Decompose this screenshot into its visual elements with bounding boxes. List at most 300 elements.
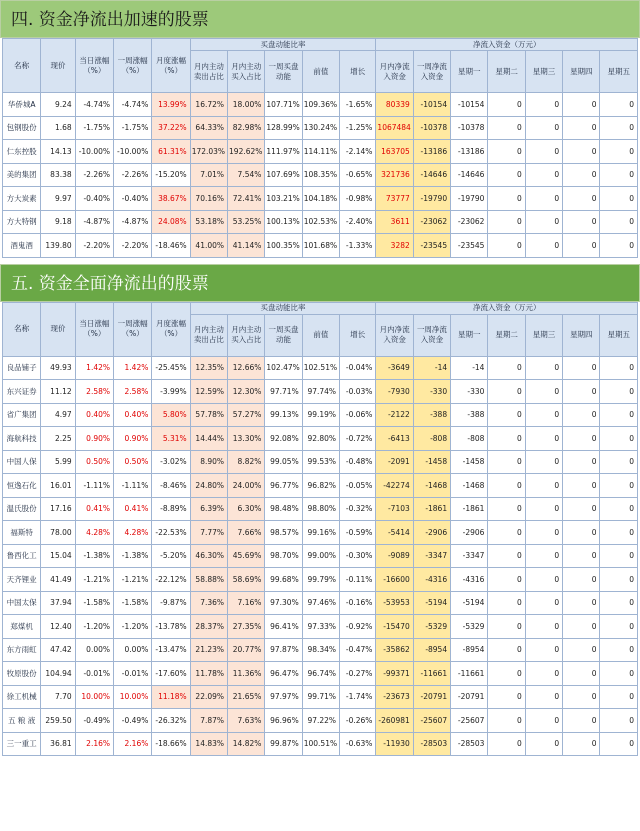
- table-cell: -330: [451, 380, 488, 404]
- table-cell: 192.62%: [228, 140, 265, 164]
- table-cell: 0: [525, 380, 562, 404]
- table-cell: 72.41%: [228, 187, 265, 211]
- table-cell: 0: [488, 615, 525, 639]
- table-cell: 9.24: [41, 93, 75, 117]
- hdr-flow: 月内净流入资金: [376, 314, 413, 356]
- table-row: [3, 403, 638, 427]
- table-cell: -5194: [413, 591, 450, 615]
- table-cell: -8.46%: [152, 474, 190, 498]
- table-cell: 99.16%: [302, 521, 339, 545]
- table-cell: 0: [488, 544, 525, 568]
- table-cell: 温氏股份: [3, 497, 41, 521]
- table-cell: 0: [563, 93, 600, 117]
- table-cell: -13186: [413, 140, 450, 164]
- table-cell: -19790: [413, 187, 450, 211]
- table-cell: -26.32%: [152, 709, 190, 733]
- table-cell: 0: [488, 187, 525, 211]
- table-cell: 0: [525, 140, 562, 164]
- table-cell: 1.68: [41, 116, 75, 140]
- table-cell: 98.70%: [265, 544, 302, 568]
- table-cell: 14.13: [41, 140, 75, 164]
- table-cell: -15470: [376, 615, 413, 639]
- hdr-sub: 月内主动卖出占比: [190, 51, 227, 93]
- table-cell: 0: [563, 427, 600, 451]
- table-cell: 0: [563, 568, 600, 592]
- table-cell: 99.13%: [265, 403, 302, 427]
- hdr-flow: 星期一: [451, 51, 488, 93]
- table-cell: 100.13%: [265, 210, 302, 234]
- table-cell: 0: [600, 450, 638, 474]
- table-row: [3, 685, 638, 709]
- table-cell: 12.40: [41, 615, 75, 639]
- table-cell: 99.87%: [265, 732, 302, 756]
- table-cell: -11930: [376, 732, 413, 756]
- table-cell: 73777: [376, 187, 413, 211]
- hdr-group-flow: 净流入资金（万元）: [376, 302, 638, 314]
- table-cell: -53953: [376, 591, 413, 615]
- table-cell: 107.71%: [265, 93, 302, 117]
- table-cell: -14: [451, 356, 488, 380]
- table-cell: -0.26%: [340, 709, 376, 733]
- table-cell: 37.94: [41, 591, 75, 615]
- hdr-sub: 月内主动买入占比: [228, 314, 265, 356]
- table-cell: 0: [525, 521, 562, 545]
- table-cell: 8.90%: [190, 450, 227, 474]
- table-row: [3, 210, 638, 234]
- table-cell: 100.35%: [265, 234, 302, 258]
- hdr-sub: 前值: [302, 314, 339, 356]
- table-cell: 7.66%: [228, 521, 265, 545]
- table-cell: -2.20%: [75, 234, 113, 258]
- table-cell: 13.30%: [228, 427, 265, 451]
- table-cell: 三一重工: [3, 732, 41, 756]
- table-cell: 0: [488, 427, 525, 451]
- table-cell: 0.40%: [114, 403, 152, 427]
- table-cell: -7930: [376, 380, 413, 404]
- table-cell: 0: [488, 591, 525, 615]
- table-cell: 101.68%: [302, 234, 339, 258]
- table-row: [3, 732, 638, 756]
- table-cell: -1.58%: [114, 591, 152, 615]
- table-cell: 99.53%: [302, 450, 339, 474]
- table-cell: -4316: [413, 568, 450, 592]
- table-cell: 0: [488, 638, 525, 662]
- table-cell: -0.63%: [340, 732, 376, 756]
- table-cell: 省广集团: [3, 403, 41, 427]
- table-cell: 0: [525, 403, 562, 427]
- table-cell: -5.20%: [152, 544, 190, 568]
- table-row: [3, 140, 638, 164]
- table-cell: 0.90%: [75, 427, 113, 451]
- table-cell: 0: [525, 356, 562, 380]
- table-cell: -8954: [451, 638, 488, 662]
- hdr-price: 现价: [41, 302, 75, 356]
- table-cell: 0: [563, 474, 600, 498]
- table-cell: -1.21%: [75, 568, 113, 592]
- table-cell: 20.77%: [228, 638, 265, 662]
- table-cell: -28503: [413, 732, 450, 756]
- table-cell: 92.08%: [265, 427, 302, 451]
- table-cell: 47.42: [41, 638, 75, 662]
- table-cell: 37.22%: [152, 116, 190, 140]
- table-cell: -4.74%: [114, 93, 152, 117]
- table-cell: 0: [525, 638, 562, 662]
- table-cell: 0: [488, 662, 525, 686]
- table-cell: 28.37%: [190, 615, 227, 639]
- table-cell: 0: [600, 662, 638, 686]
- table-row: [3, 662, 638, 686]
- table-cell: 13.99%: [152, 93, 190, 117]
- table-cell: 华侨城A: [3, 93, 41, 117]
- table-cell: -10154: [413, 93, 450, 117]
- table-cell: 10.00%: [114, 685, 152, 709]
- table-cell: -13.47%: [152, 638, 190, 662]
- table-cell: -19790: [451, 187, 488, 211]
- table-cell: 0: [525, 615, 562, 639]
- table-cell: 82.98%: [228, 116, 265, 140]
- table-cell: -0.49%: [75, 709, 113, 733]
- table-cell: 128.99%: [265, 116, 302, 140]
- table-cell: -4.74%: [75, 93, 113, 117]
- table-cell: -260981: [376, 709, 413, 733]
- table-cell: 139.80: [41, 234, 75, 258]
- table-cell: 57.78%: [190, 403, 227, 427]
- table-cell: 包钢股份: [3, 116, 41, 140]
- table-cell: -5414: [376, 521, 413, 545]
- table-cell: -0.30%: [340, 544, 376, 568]
- table-cell: -0.48%: [340, 450, 376, 474]
- table-cell: -5329: [451, 615, 488, 639]
- table-cell: -0.47%: [340, 638, 376, 662]
- table-cell: 41.49: [41, 568, 75, 592]
- table-cell: 7.70: [41, 685, 75, 709]
- table-cell: -23062: [413, 210, 450, 234]
- table2: [2, 302, 638, 757]
- table-cell: 0: [563, 544, 600, 568]
- table-cell: 99.71%: [302, 685, 339, 709]
- table-cell: 0: [600, 403, 638, 427]
- table-cell: -1.11%: [114, 474, 152, 498]
- table-cell: 0: [525, 474, 562, 498]
- table-cell: 0: [563, 591, 600, 615]
- table-cell: -3.99%: [152, 380, 190, 404]
- table-cell: -3.02%: [152, 450, 190, 474]
- table-cell: 徐工机械: [3, 685, 41, 709]
- table-cell: -22.53%: [152, 521, 190, 545]
- table-cell: 7.63%: [228, 709, 265, 733]
- table-cell: 49.93: [41, 356, 75, 380]
- table-cell: 64.33%: [190, 116, 227, 140]
- table-cell: 0: [600, 591, 638, 615]
- table-row: [3, 427, 638, 451]
- table-cell: 53.18%: [190, 210, 227, 234]
- table-cell: 2.25: [41, 427, 75, 451]
- hdr-group-flow: 净流入资金（万元）: [376, 39, 638, 51]
- table-cell: -0.98%: [340, 187, 376, 211]
- table-cell: 53.25%: [228, 210, 265, 234]
- table-cell: 0: [600, 210, 638, 234]
- table-cell: -1458: [413, 450, 450, 474]
- table-cell: -99371: [376, 662, 413, 686]
- table-cell: 36.81: [41, 732, 75, 756]
- table-cell: -10.00%: [75, 140, 113, 164]
- table-cell: 海航科技: [3, 427, 41, 451]
- table-cell: 2.58%: [75, 380, 113, 404]
- table-cell: 1.42%: [114, 356, 152, 380]
- table-cell: 14.83%: [190, 732, 227, 756]
- table-cell: 15.04: [41, 544, 75, 568]
- table-cell: 14.82%: [228, 732, 265, 756]
- table-cell: 0: [488, 403, 525, 427]
- table-cell: -4316: [451, 568, 488, 592]
- table-cell: -1.65%: [340, 93, 376, 117]
- table-cell: 7.54%: [228, 163, 265, 187]
- table-cell: 3282: [376, 234, 413, 258]
- table-cell: -0.27%: [340, 662, 376, 686]
- table-cell: 方大特钢: [3, 210, 41, 234]
- table-cell: -25.45%: [152, 356, 190, 380]
- table-cell: 7.16%: [228, 591, 265, 615]
- table-row: [3, 615, 638, 639]
- table-cell: 5.31%: [152, 427, 190, 451]
- table-cell: 96.41%: [265, 615, 302, 639]
- table-cell: -808: [413, 427, 450, 451]
- hdr-flow: 月内净流入资金: [376, 51, 413, 93]
- table-cell: 0: [600, 474, 638, 498]
- table-cell: 酒鬼酒: [3, 234, 41, 258]
- table2-header: [3, 302, 638, 356]
- table-cell: 92.80%: [302, 427, 339, 451]
- table-cell: 牧原股份: [3, 662, 41, 686]
- table-cell: 8.82%: [228, 450, 265, 474]
- table-row: [3, 234, 638, 258]
- table-cell: -6413: [376, 427, 413, 451]
- table-cell: 100.51%: [302, 732, 339, 756]
- table-cell: 11.12: [41, 380, 75, 404]
- table-cell: -8954: [413, 638, 450, 662]
- table-cell: 97.74%: [302, 380, 339, 404]
- table-cell: -1.33%: [340, 234, 376, 258]
- table-cell: 97.22%: [302, 709, 339, 733]
- table-cell: -0.32%: [340, 497, 376, 521]
- table-cell: 0: [488, 732, 525, 756]
- table-cell: 0: [525, 234, 562, 258]
- table-cell: -23545: [413, 234, 450, 258]
- table-cell: -1.38%: [75, 544, 113, 568]
- table-cell: 130.24%: [302, 116, 339, 140]
- table-cell: 0: [600, 615, 638, 639]
- table1-body: [3, 93, 638, 258]
- table-cell: -0.11%: [340, 568, 376, 592]
- hdr-sub: 增长: [340, 314, 376, 356]
- table-cell: 2.58%: [114, 380, 152, 404]
- hdr-flow: 一周净流入资金: [413, 51, 450, 93]
- table-cell: 3611: [376, 210, 413, 234]
- table-cell: 102.47%: [265, 356, 302, 380]
- table-cell: 0: [488, 685, 525, 709]
- table-cell: 0.00%: [75, 638, 113, 662]
- table-cell: 0: [563, 497, 600, 521]
- table-cell: 0: [488, 450, 525, 474]
- table-cell: 0: [563, 685, 600, 709]
- hdr-name: 名称: [3, 39, 41, 93]
- table-row: [3, 568, 638, 592]
- table-cell: -20791: [413, 685, 450, 709]
- table-cell: 103.21%: [265, 187, 302, 211]
- table-cell: 99.05%: [265, 450, 302, 474]
- table-cell: 0.50%: [114, 450, 152, 474]
- table-cell: -15.20%: [152, 163, 190, 187]
- table-cell: 0: [525, 163, 562, 187]
- table-cell: 4.28%: [114, 521, 152, 545]
- hdr-month-chg: 月度涨幅（%）: [152, 302, 190, 356]
- hdr-group-buy: 买盘动能比率: [190, 302, 376, 314]
- table-cell: -388: [451, 403, 488, 427]
- table-cell: 天齐锂业: [3, 568, 41, 592]
- table-cell: 97.46%: [302, 591, 339, 615]
- table-cell: 70.16%: [190, 187, 227, 211]
- table-cell: 0: [488, 521, 525, 545]
- table-cell: 104.18%: [302, 187, 339, 211]
- table-cell: 163705: [376, 140, 413, 164]
- table-cell: 0: [525, 427, 562, 451]
- table-cell: 58.69%: [228, 568, 265, 592]
- table-cell: 107.69%: [265, 163, 302, 187]
- table-cell: 172.03%: [190, 140, 227, 164]
- table-cell: -1458: [451, 450, 488, 474]
- table-cell: -0.65%: [340, 163, 376, 187]
- table-cell: 0: [525, 732, 562, 756]
- table-cell: 0: [525, 709, 562, 733]
- table-cell: -23545: [451, 234, 488, 258]
- table-cell: 0: [600, 163, 638, 187]
- table-cell: 0: [488, 497, 525, 521]
- table-cell: 99.68%: [265, 568, 302, 592]
- table-cell: -5329: [413, 615, 450, 639]
- table-cell: 111.97%: [265, 140, 302, 164]
- table-cell: 11.78%: [190, 662, 227, 686]
- table-row: [3, 709, 638, 733]
- table-cell: -35862: [376, 638, 413, 662]
- table-cell: 东方雨虹: [3, 638, 41, 662]
- table-cell: 98.57%: [265, 521, 302, 545]
- table-cell: 0: [563, 187, 600, 211]
- table-cell: -2906: [413, 521, 450, 545]
- table-cell: 7.87%: [190, 709, 227, 733]
- table-cell: -0.92%: [340, 615, 376, 639]
- table-cell: -1861: [413, 497, 450, 521]
- table-cell: 0: [488, 210, 525, 234]
- table-cell: 0.41%: [114, 497, 152, 521]
- hdr-day-chg: 当日涨幅（%）: [75, 39, 113, 93]
- table-cell: 0: [488, 380, 525, 404]
- hdr-flow: 一周净流入资金: [413, 314, 450, 356]
- hdr-week-chg: 一周涨幅（%）: [114, 39, 152, 93]
- table-cell: 99.00%: [302, 544, 339, 568]
- table-cell: 0: [600, 732, 638, 756]
- table-cell: 18.00%: [228, 93, 265, 117]
- table-cell: -3347: [413, 544, 450, 568]
- table-cell: 恒逸石化: [3, 474, 41, 498]
- table-cell: 0: [600, 427, 638, 451]
- table-cell: -18.66%: [152, 732, 190, 756]
- table-cell: -0.03%: [340, 380, 376, 404]
- table-cell: -0.01%: [75, 662, 113, 686]
- table-cell: -0.40%: [75, 187, 113, 211]
- table-cell: 38.67%: [152, 187, 190, 211]
- table-cell: 12.35%: [190, 356, 227, 380]
- table-cell: -20791: [451, 685, 488, 709]
- table-cell: 0: [563, 709, 600, 733]
- table-cell: -0.72%: [340, 427, 376, 451]
- table-cell: 46.30%: [190, 544, 227, 568]
- table-row: [3, 93, 638, 117]
- table-cell: -8.89%: [152, 497, 190, 521]
- table-cell: 96.82%: [302, 474, 339, 498]
- table-cell: 61.31%: [152, 140, 190, 164]
- table-cell: 108.35%: [302, 163, 339, 187]
- table-cell: 2.16%: [114, 732, 152, 756]
- table-cell: 0: [525, 591, 562, 615]
- table-cell: 6.30%: [228, 497, 265, 521]
- table-cell: -1.11%: [75, 474, 113, 498]
- table-cell: 0: [488, 568, 525, 592]
- table-cell: -22.12%: [152, 568, 190, 592]
- table-row: [3, 521, 638, 545]
- table-cell: 45.69%: [228, 544, 265, 568]
- table-cell: -10378: [451, 116, 488, 140]
- table-cell: 24.00%: [228, 474, 265, 498]
- table-cell: 0: [488, 474, 525, 498]
- table-cell: 99.19%: [302, 403, 339, 427]
- table-cell: 郑煤机: [3, 615, 41, 639]
- table-cell: 中国人保: [3, 450, 41, 474]
- table-cell: 0: [600, 685, 638, 709]
- table-cell: -1.38%: [114, 544, 152, 568]
- table-cell: 0: [563, 234, 600, 258]
- table-cell: 109.36%: [302, 93, 339, 117]
- table-cell: -16600: [376, 568, 413, 592]
- table-cell: -13.78%: [152, 615, 190, 639]
- table-cell: -2.20%: [114, 234, 152, 258]
- table-cell: -808: [451, 427, 488, 451]
- table-cell: 0: [525, 116, 562, 140]
- table-row: [3, 497, 638, 521]
- table-cell: 5.80%: [152, 403, 190, 427]
- table-cell: 0: [525, 93, 562, 117]
- table-cell: 80339: [376, 93, 413, 117]
- table-cell: 9.18: [41, 210, 75, 234]
- table-cell: 2.16%: [75, 732, 113, 756]
- table-cell: -18.46%: [152, 234, 190, 258]
- hdr-flow: 星期三: [525, 51, 562, 93]
- table-cell: -1.74%: [340, 685, 376, 709]
- table-cell: 96.74%: [302, 662, 339, 686]
- table-cell: 97.30%: [265, 591, 302, 615]
- table-cell: 0.00%: [114, 638, 152, 662]
- table-cell: -14646: [451, 163, 488, 187]
- section1-title-text: 四. 资金净流出加速的股票: [11, 10, 209, 30]
- table-cell: -9089: [376, 544, 413, 568]
- table-cell: 21.23%: [190, 638, 227, 662]
- table-cell: 仁东控股: [3, 140, 41, 164]
- table-cell: 97.33%: [302, 615, 339, 639]
- table-cell: -1468: [413, 474, 450, 498]
- table-cell: 0: [600, 140, 638, 164]
- table-cell: 16.01: [41, 474, 75, 498]
- table-cell: 0: [563, 356, 600, 380]
- hdr-sub: 前值: [302, 51, 339, 93]
